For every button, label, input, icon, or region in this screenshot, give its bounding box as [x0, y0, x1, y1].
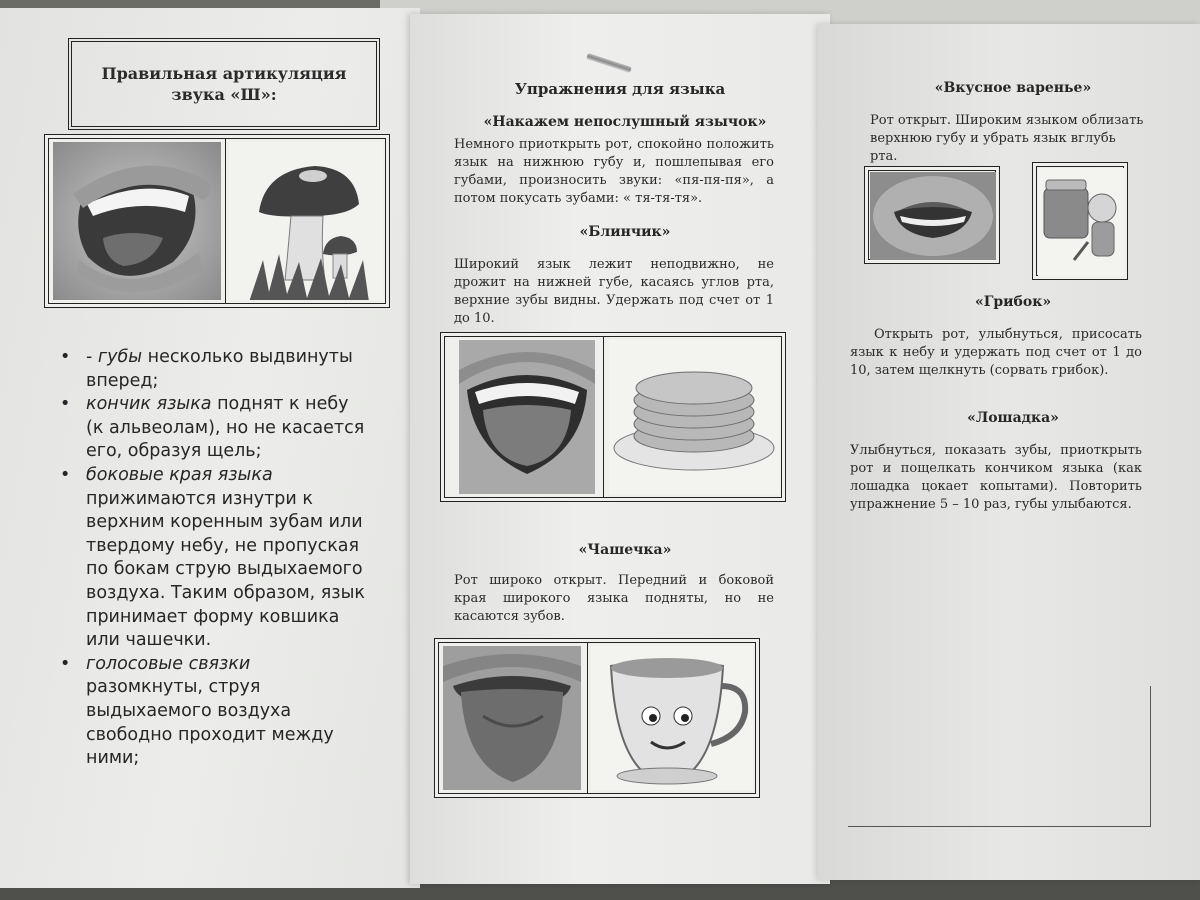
jam-jar-picture	[1032, 162, 1128, 280]
exercise-title-tasty-jam: «Вкусное варенье»	[934, 80, 1092, 96]
title-line-1: Правильная артикуляция	[101, 64, 347, 83]
exercise-text-cup: Рот широко открыт. Передний и боковой края широкого языка подняты, но не касаются зубов.	[454, 573, 774, 624]
image-divider	[225, 139, 226, 303]
exercise-title-mushroom: «Грибок»	[974, 294, 1052, 310]
mouth-photo	[53, 142, 221, 300]
jam-mouth-photo	[864, 166, 1000, 264]
bullet-icon: •	[60, 464, 71, 485]
articulation-image-pair	[44, 134, 390, 308]
exercise-text-tasty-jam: Рот открыт. Широким языком облизать верхнюю губу и убрать язык вглубь рта.	[870, 113, 1144, 164]
bullet-icon: •	[60, 653, 71, 674]
bullet-text: несколько выдвинуты вперед;	[86, 347, 353, 391]
bullet-term: боковые края языка	[86, 464, 273, 485]
bullet-text: поднят к небу (к альвеолам), но не касается его, образуя щель;	[86, 394, 365, 462]
exercise-title-pancake: «Блинчик»	[579, 224, 671, 240]
exercise-text-punish-tongue: Немного приоткрыть рот, спокойно положить язык на нижнюю губу и, пошлепывая его губами, произносить звуки: «пя-пя-пя», а потом покусать зубами: « тя-тя-тя».	[454, 137, 774, 206]
list-item	[60, 346, 370, 393]
title-line-2: звука «Ш»:	[171, 85, 277, 104]
tongue-photo	[459, 340, 595, 494]
bullet-icon: •	[60, 347, 71, 367]
exercise-text-horse: Улыбнуться, показать зубы, приоткрыть рот и пощелкать кончиком языка (как лошадка цокает копытами). Повторить упражнение 5 – 10 раз, губы улыбаются.	[850, 443, 1142, 512]
articulation-list	[60, 346, 370, 771]
bullet-text: разомкнуты, струя выдыхаемого воздуха свободно проходит между ними;	[86, 677, 334, 769]
corner-line	[1150, 686, 1151, 827]
bullet-text: прижимаются изнутри к верхним коренным зубам или твердому небу, не пропуская по бокам струю выдыхаемого воздуха. Таким образом, язык принимает форму ковшика или чашечки.	[86, 488, 366, 651]
exercise-text-pancake: Широкий язык лежит неподвижно, не дрожит на нижней губе, касаясь углов рта, верхние зубы видны. Удержать под счет от 1 до 10.	[454, 257, 774, 326]
exercise-title-horse: «Лошадка»	[967, 410, 1059, 426]
bullet-prefix: -	[86, 347, 98, 367]
exercises-title: Упражнения для языка	[514, 80, 726, 98]
exercise-title-punish-tongue: «Накажем непослушный язычок»	[483, 114, 767, 130]
exercise-title-cup: «Чашечка»	[578, 542, 672, 558]
pancake-picture	[609, 340, 779, 494]
mushroom-picture	[229, 142, 383, 300]
list-item	[60, 393, 370, 464]
image-divider	[587, 643, 588, 793]
middle-panel	[410, 14, 830, 884]
exercise-text-mushroom: Открыть рот, улыбнуться, присосать язык к небу и удержать под счет от 1 до 10, затем щелкнуть (сорвать грибок).	[850, 327, 1142, 378]
bullet-term: губы	[97, 347, 143, 367]
list-item	[60, 653, 370, 771]
corner-line	[848, 826, 1150, 827]
image-divider	[603, 337, 604, 497]
bullet-icon: •	[60, 394, 71, 415]
list-item	[60, 464, 370, 653]
right-panel	[818, 24, 1200, 880]
articulation-title-box	[68, 38, 380, 130]
tongue-cup-photo	[443, 646, 581, 790]
cup-picture	[591, 646, 753, 790]
pancake-image-pair	[440, 332, 786, 502]
bullet-term: кончик языка	[86, 394, 212, 415]
cup-image-pair	[434, 638, 760, 798]
bullet-term: голосовые связки	[86, 653, 251, 674]
left-panel	[0, 8, 420, 888]
